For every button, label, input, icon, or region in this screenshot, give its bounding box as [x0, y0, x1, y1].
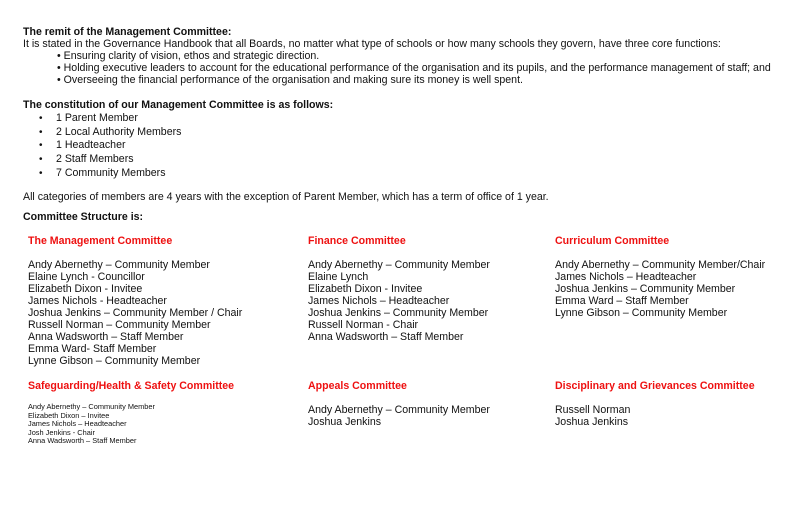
committee-member: Joshua Jenkins – Community Member: [555, 283, 736, 295]
committee-disciplinary: [555, 380, 755, 428]
remit-function-item: • Overseeing the financial performance of the organisation and making sure its money is well spent.: [57, 74, 523, 86]
committee-member: Anna Wadsworth – Staff Member: [308, 331, 464, 343]
committee-member: Josh Jenkins - Chair: [28, 427, 95, 437]
committee-member: Elizabeth Dixon - Invitee: [308, 283, 423, 295]
committee-member: Elizabeth Dixon - Invitee: [28, 283, 143, 295]
bullet-icon: •: [39, 126, 43, 138]
committee-curriculum: [555, 235, 765, 319]
committee-member: James Nichols – Headteacher: [28, 419, 127, 429]
committee-appeals: [308, 380, 490, 428]
committee-title: Curriculum Committee: [555, 235, 670, 247]
committee-member: Joshua Jenkins – Community Member / Chair: [28, 307, 243, 319]
remit-intro: It is stated in the Governance Handbook that all Boards, no matter what type of schools or how many schools they govern, have three core functions:: [23, 38, 721, 50]
committee-member: Lynne Gibson – Community Member: [555, 307, 728, 319]
committee-member: Joshua Jenkins: [555, 416, 629, 428]
committee-member: Joshua Jenkins – Community Member: [308, 307, 489, 319]
committee-member: Elizabeth Dixon – Invitee: [28, 410, 110, 420]
committee-member: James Nichols - Headteacher: [28, 295, 167, 307]
committee-member: Russell Norman - Chair: [308, 319, 419, 331]
committee-safeguarding: [28, 380, 234, 446]
remit-function-item: • Holding executive leaders to account for the educational performance of the organisation and its pupils, and the performance management of staff; and: [57, 62, 771, 74]
constitution-list: [39, 112, 181, 180]
committee-title: Appeals Committee: [308, 380, 407, 392]
structure-heading: Committee Structure is:: [23, 211, 144, 223]
committee-member: Elaine Lynch - Councillor: [28, 271, 145, 283]
committee-title: Finance Committee: [308, 235, 406, 247]
committee-member: Russell Norman: [555, 404, 631, 416]
committee-member: Andy Abernethy – Community Member/Chair: [555, 259, 766, 271]
committee-member: Andy Abernethy – Community Member: [28, 259, 210, 271]
constitution-item: • 2 Local Authority Members: [39, 125, 182, 138]
committee-member: Emma Ward – Staff Member: [555, 295, 689, 307]
bullet-icon: •: [39, 113, 43, 124]
committee-member: James Nichols – Headteacher: [308, 295, 450, 307]
remit-function-item: • Ensuring clarity of vision, ethos and strategic direction.: [57, 50, 320, 62]
constitution-heading: The constitution of our Management Committee is as follows:: [23, 99, 334, 111]
committee-title: Safeguarding/Health & Safety Committee: [28, 380, 235, 392]
constitution-item: • 1 Parent Member: [39, 112, 138, 124]
bullet-icon: •: [39, 154, 43, 166]
committee-member: Anna Wadsworth – Staff Member: [28, 436, 137, 446]
committee-member: Russell Norman – Community Member: [28, 319, 211, 331]
terms-note: All categories of members are 4 years with the exception of Parent Member, which has a term of office of 1 year.: [23, 191, 549, 203]
constitution-item: • 2 Staff Members: [39, 153, 134, 166]
bullet-icon: •: [39, 140, 43, 152]
committee-member: Andy Abernethy – Community Member: [308, 259, 490, 271]
bullet-icon: •: [39, 167, 43, 179]
constitution-item: • 7 Community Members: [39, 166, 166, 179]
committee-member: James Nichols – Headteacher: [555, 271, 697, 283]
constitution-item: • 1 Headteacher: [39, 139, 126, 152]
committee-member: Emma Ward- Staff Member: [28, 343, 157, 355]
committee-title: Disciplinary and Grievances Committee: [555, 380, 755, 392]
committee-member: Elaine Lynch: [308, 271, 369, 283]
committee-member: Andy Abernethy – Community Member: [308, 404, 490, 416]
committee-management: [28, 235, 242, 367]
committee-member: Anna Wadsworth – Staff Member: [28, 331, 184, 343]
remit-heading: The remit of the Management Committee:: [23, 26, 232, 38]
committee-member: Joshua Jenkins: [308, 416, 382, 428]
committee-member: Andy Abernethy – Community Member: [28, 402, 155, 411]
committee-title: The Management Committee: [28, 235, 173, 247]
committee-finance: [308, 235, 490, 343]
remit-function-list: [57, 50, 771, 86]
committee-member: Lynne Gibson – Community Member: [28, 355, 201, 367]
